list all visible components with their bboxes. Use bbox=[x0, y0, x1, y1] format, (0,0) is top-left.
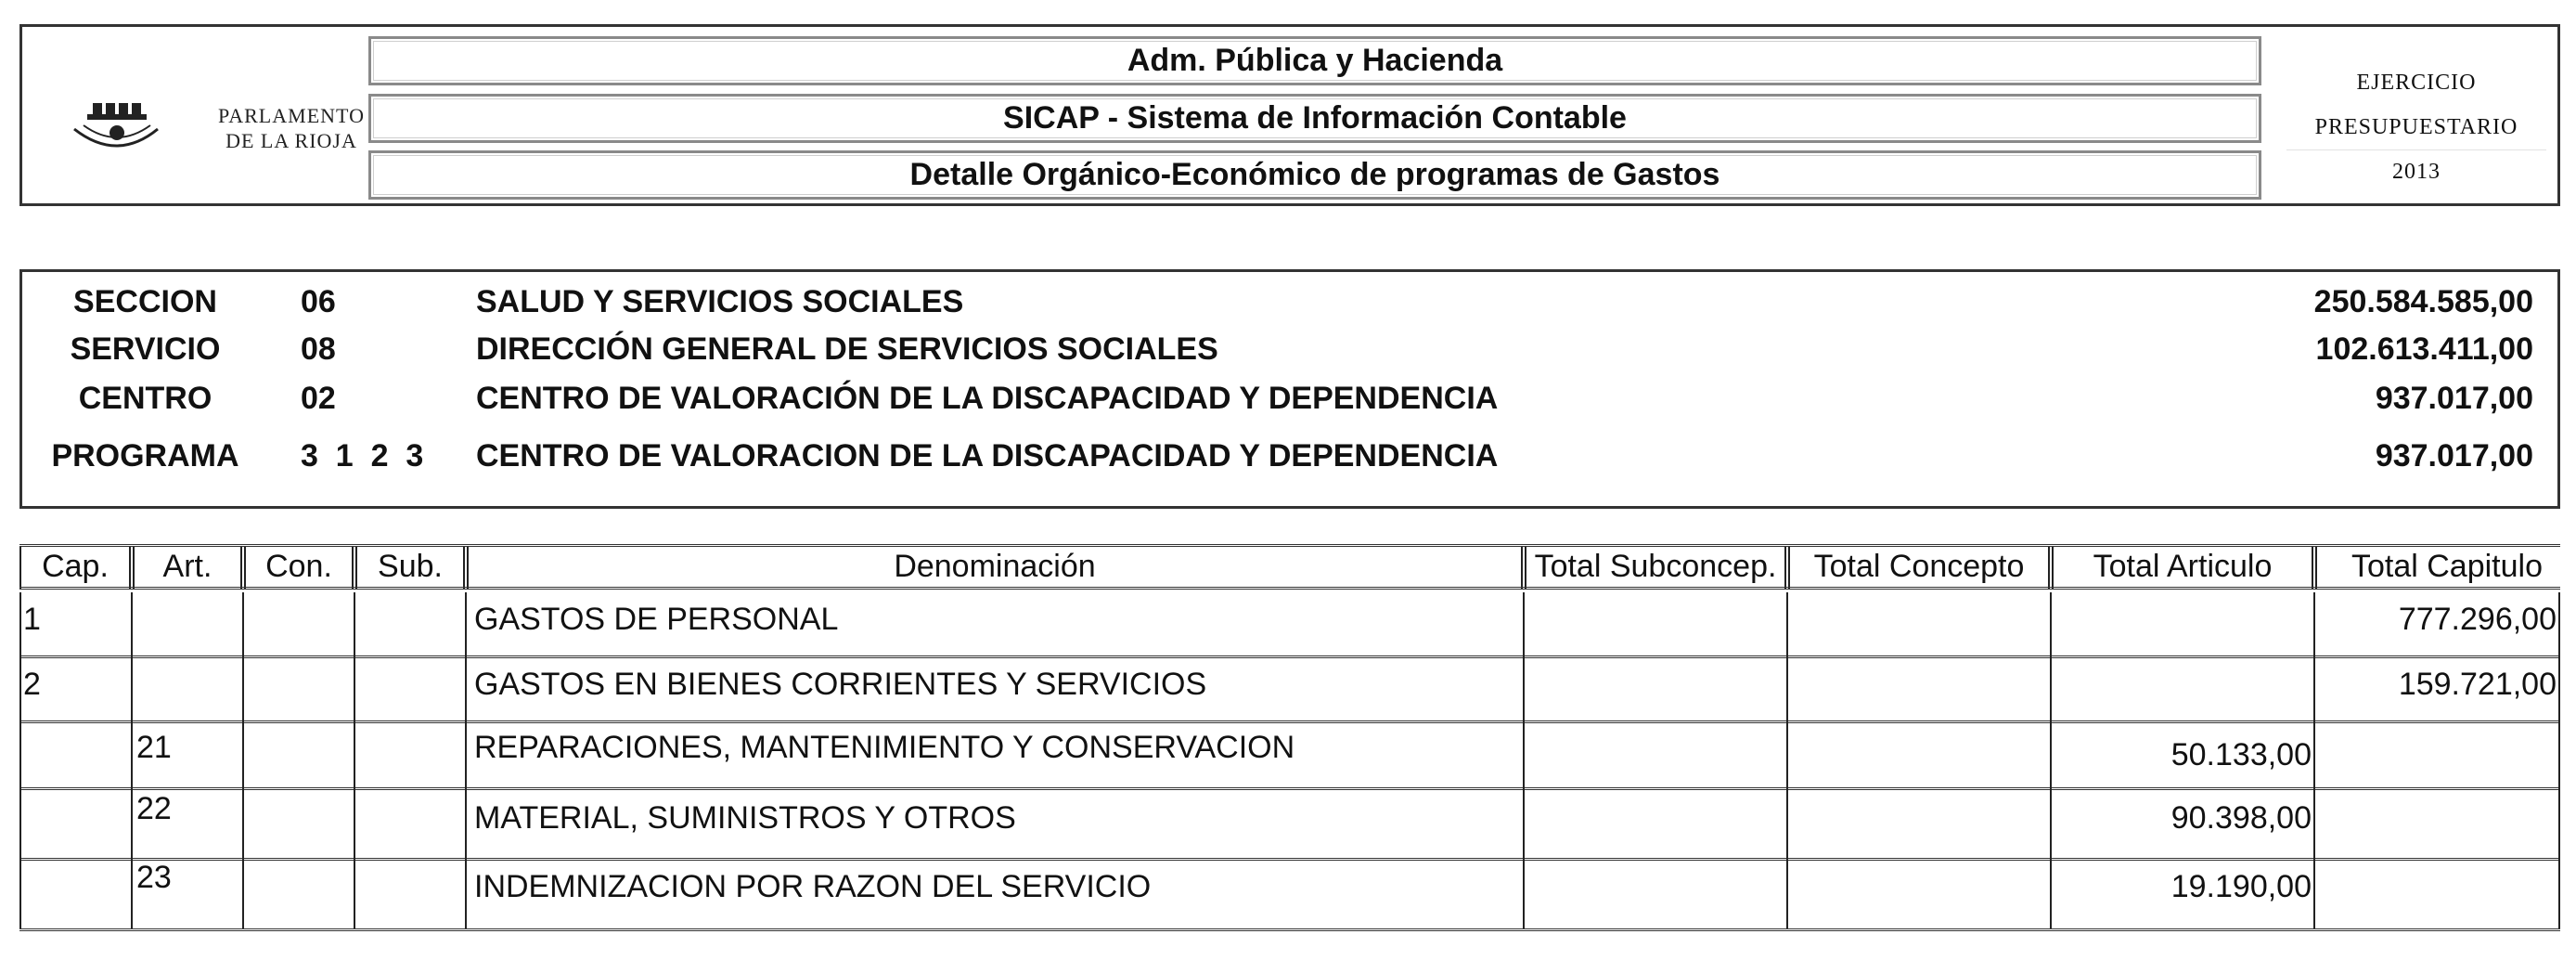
info-code: 02 bbox=[301, 381, 336, 416]
cell-art: 21 bbox=[136, 730, 172, 765]
info-amount: 102.613.411,00 bbox=[2315, 331, 2533, 367]
info-code: 3 1 2 3 bbox=[301, 438, 424, 474]
cell-total-capitulo: 159.721,00 bbox=[2398, 667, 2557, 702]
column-header-con: Con. bbox=[244, 546, 354, 589]
cell-denominacion: INDEMNIZACION POR RAZON DEL SERVICIO bbox=[474, 869, 1152, 904]
cell-cap: 1 bbox=[23, 602, 41, 637]
info-row-centro bbox=[22, 378, 2557, 419]
table-row bbox=[19, 602, 2560, 642]
info-label: CENTRO bbox=[78, 381, 213, 416]
info-amount: 937.017,00 bbox=[2375, 438, 2533, 474]
cell-total-articulo: 19.190,00 bbox=[2170, 869, 2312, 904]
info-amount: 937.017,00 bbox=[2375, 381, 2533, 416]
info-description: SALUD Y SERVICIOS SOCIALES bbox=[476, 284, 964, 319]
info-code: 06 bbox=[301, 284, 336, 319]
cell-art: 22 bbox=[136, 791, 172, 826]
ejercicio-label: EJERCICIO bbox=[2356, 71, 2477, 95]
column-header-total-capitulo: Total Capitulo bbox=[2315, 546, 2576, 589]
header-title-department: Adm. Pública y Hacienda bbox=[368, 36, 2261, 85]
table-row bbox=[19, 860, 2560, 910]
header-title-system: SICAP - Sistema de Información Contable bbox=[368, 94, 2261, 143]
column-header-total-articulo: Total Articulo bbox=[2052, 546, 2313, 589]
info-row-programa bbox=[22, 435, 2557, 476]
info-label: PROGRAMA bbox=[51, 438, 239, 474]
presupuestario-label: PRESUPUESTARIO bbox=[2314, 115, 2518, 139]
column-header-cap: Cap. bbox=[19, 546, 131, 589]
ejercicio-year: 2013 bbox=[2392, 160, 2441, 184]
program-info-box bbox=[19, 269, 2560, 509]
table-header-row bbox=[19, 546, 2560, 589]
column-header-denominacion: Denominación bbox=[467, 546, 1523, 589]
table-row bbox=[19, 791, 2560, 841]
column-header-sub: Sub. bbox=[355, 546, 465, 589]
column-header-total-subconcep: Total Subconcep. bbox=[1525, 546, 1786, 589]
info-row-seccion bbox=[22, 281, 2557, 322]
info-label: SECCION bbox=[73, 284, 217, 319]
cell-total-articulo: 90.398,00 bbox=[2170, 800, 2312, 836]
report-header bbox=[19, 24, 2560, 206]
cell-denominacion: GASTOS DE PERSONAL bbox=[474, 602, 839, 637]
info-description: CENTRO DE VALORACIÓN DE LA DISCAPACIDAD Y DEPENDENCIA bbox=[476, 381, 1499, 416]
logo-text-line1: PARLAMENTO bbox=[218, 104, 365, 127]
header-title-report: Detalle Orgánico-Económico de programas de Gastos bbox=[368, 150, 2261, 200]
logo-text bbox=[189, 103, 393, 153]
column-header-art: Art. bbox=[133, 546, 242, 589]
parlamento-logo bbox=[50, 92, 366, 175]
cell-art: 23 bbox=[136, 860, 172, 895]
info-description: DIRECCIÓN GENERAL DE SERVICIOS SOCIALES bbox=[476, 331, 1218, 367]
cell-denominacion: GASTOS EN BIENES CORRIENTES Y SERVICIOS bbox=[474, 667, 1207, 702]
ejercicio-block bbox=[2286, 60, 2546, 194]
cell-total-articulo: 50.133,00 bbox=[2170, 737, 2312, 772]
table-rule bbox=[19, 587, 2560, 590]
info-label: SERVICIO bbox=[70, 331, 221, 367]
cell-denominacion: MATERIAL, SUMINISTROS Y OTROS bbox=[474, 800, 1016, 836]
parliament-emblem-icon bbox=[69, 97, 161, 162]
info-amount: 250.584.585,00 bbox=[2313, 284, 2533, 319]
info-row-servicio bbox=[22, 329, 2557, 370]
expense-detail-table bbox=[19, 544, 2560, 934]
cell-denominacion: REPARACIONES, MANTENIMIENTO Y CONSERVACION bbox=[474, 730, 1295, 765]
table-row bbox=[19, 730, 2560, 771]
table-rule bbox=[19, 544, 2560, 547]
table-rule bbox=[19, 928, 2560, 931]
info-description: CENTRO DE VALORACION DE LA DISCAPACIDAD Y DEPENDENCIA bbox=[476, 438, 1499, 474]
logo-text-line2: DE LA RIOJA bbox=[225, 129, 357, 152]
column-header-total-concepto: Total Concepto bbox=[1788, 546, 2050, 589]
ejercicio-divider bbox=[2286, 149, 2546, 150]
cell-cap: 2 bbox=[23, 667, 41, 702]
info-code: 08 bbox=[301, 331, 336, 367]
cell-total-capitulo: 777.296,00 bbox=[2398, 602, 2557, 637]
table-row bbox=[19, 667, 2560, 707]
